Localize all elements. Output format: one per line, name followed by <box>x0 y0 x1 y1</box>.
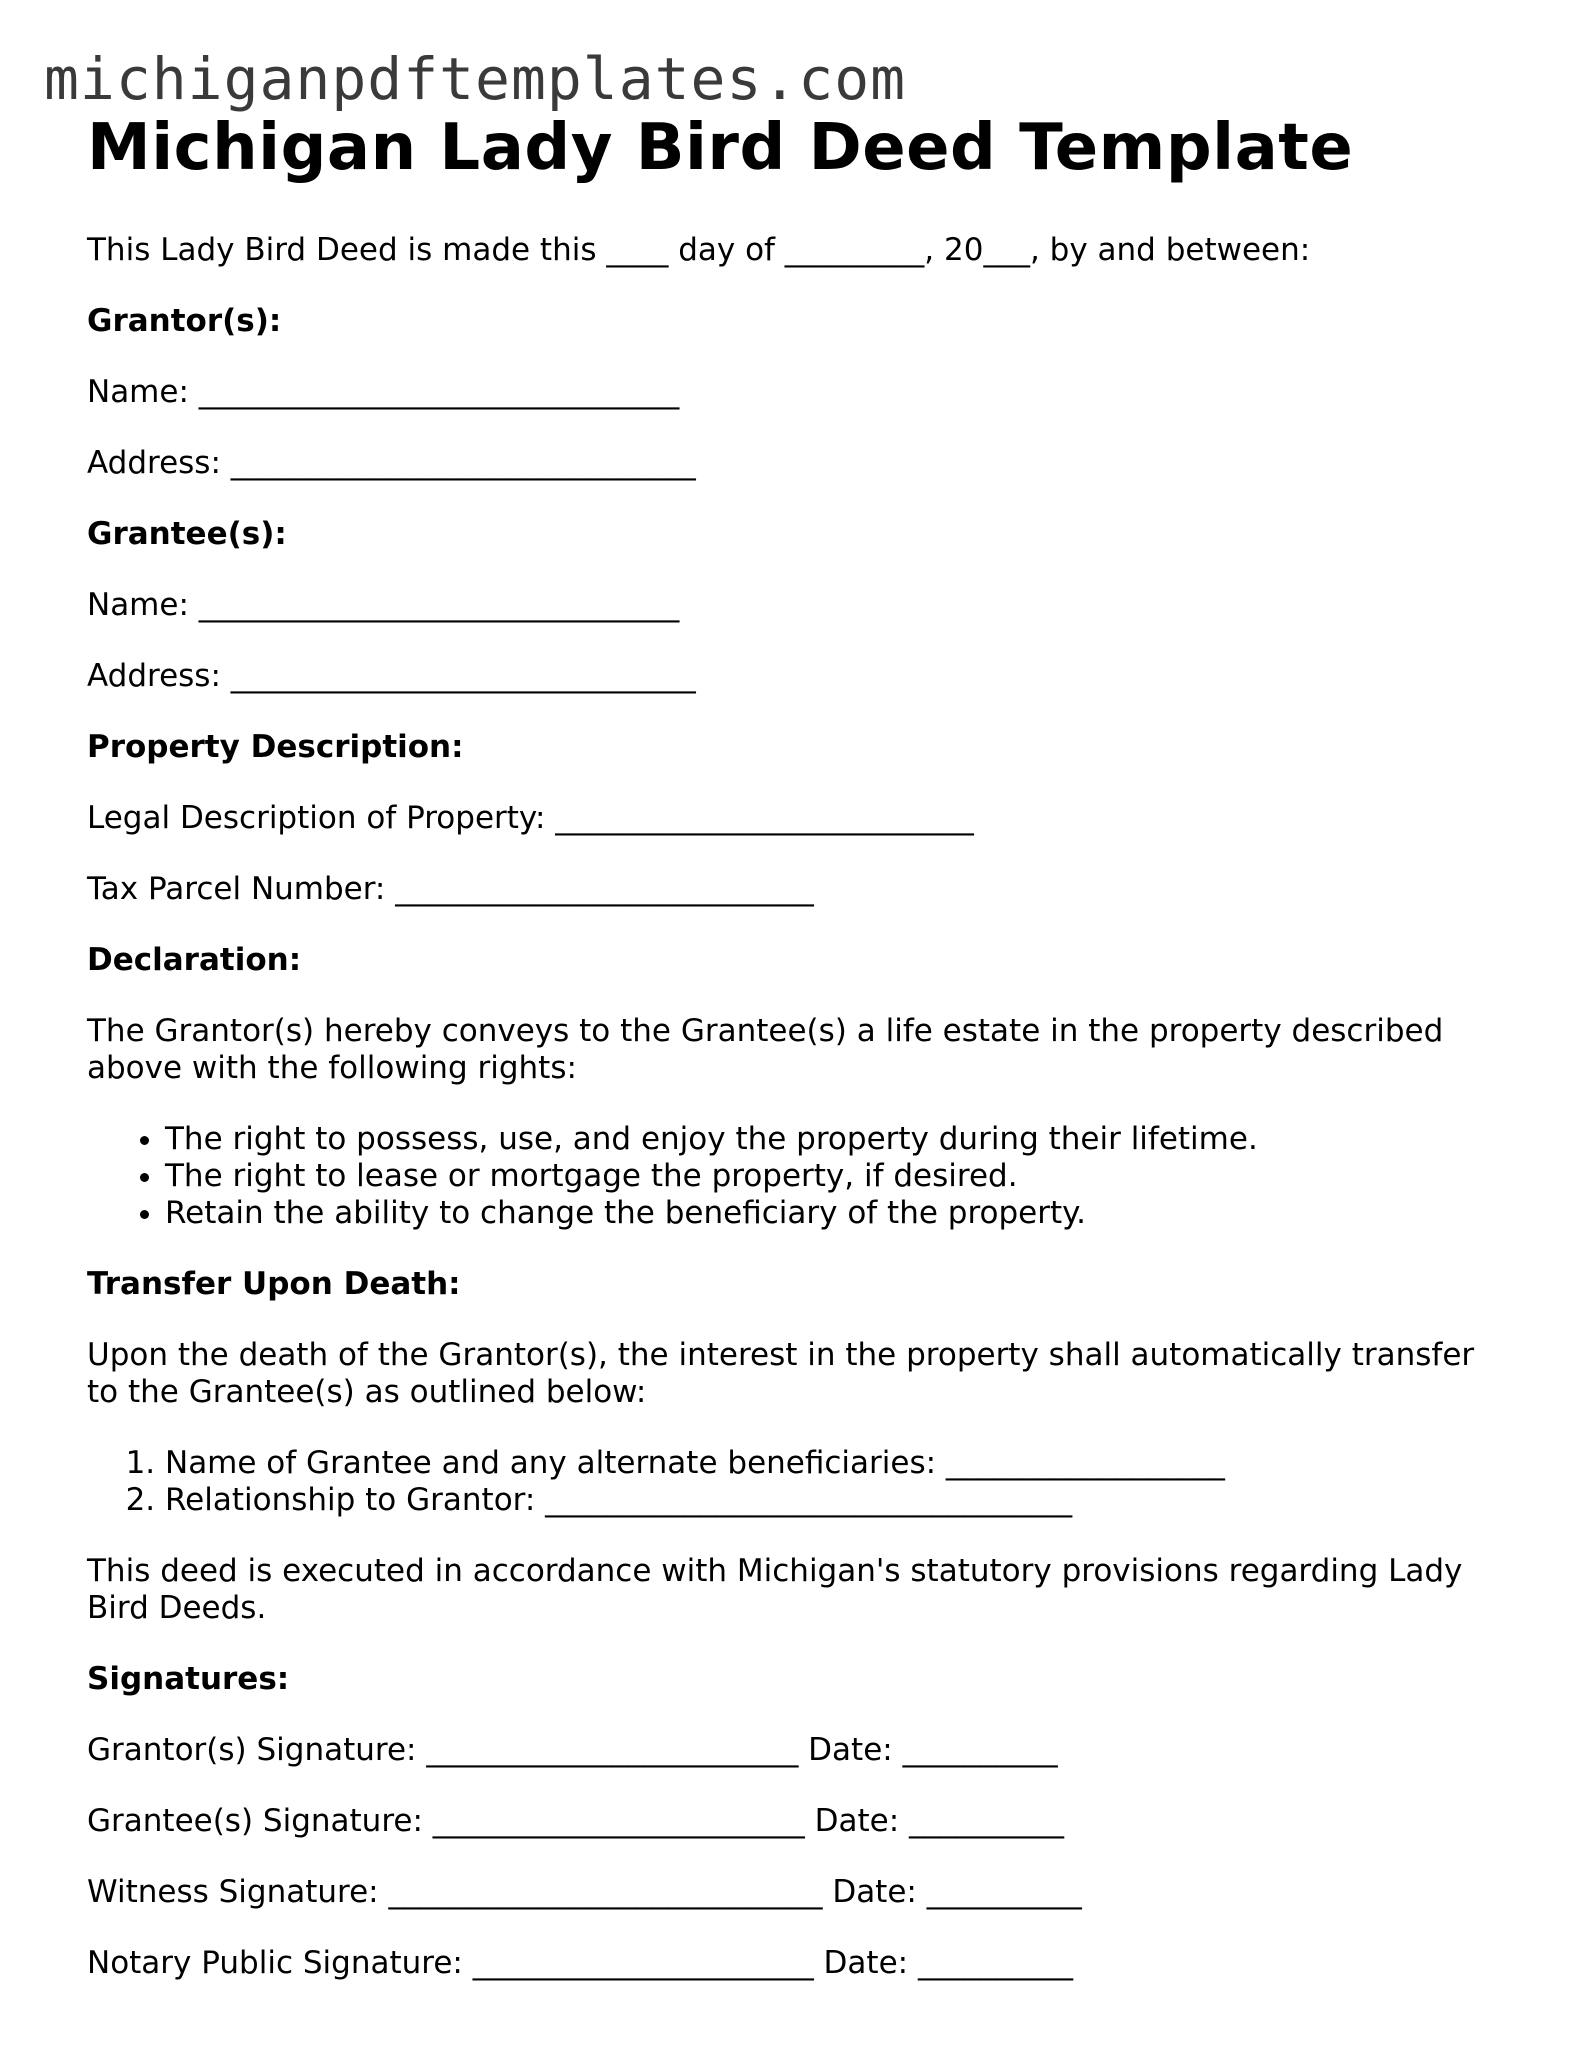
grantee-signature-field[interactable]: Grantee(s) Signature: ________________________ Date: __________ <box>87 1803 1064 1839</box>
grantee-address-field[interactable]: Address: ______________________________ <box>87 658 696 694</box>
beneficiary-field[interactable]: 1. Name of Grantee and any alternate beneficiaries: __________________ <box>165 1445 1507 1482</box>
transfer-list <box>87 1445 1507 1519</box>
transfer-text: Upon the death of the Grantor(s), the interest in the property shall automatically transfer to the Grantee(s) as outlined below: <box>87 1337 1475 1410</box>
declaration-text: The Grantor(s) hereby conveys to the Grantee(s) a life estate in the property described above with the following rights: <box>87 1013 1444 1086</box>
watermark: michiganpdftemplates.com <box>44 45 907 113</box>
grantor-signature-field[interactable]: Grantor(s) Signature: ________________________ Date: __________ <box>87 1732 1058 1768</box>
declaration-heading: Declaration: <box>87 942 302 978</box>
property-heading: Property Description: <box>87 729 464 765</box>
grantor-name-field[interactable]: Name: _______________________________ <box>87 374 680 410</box>
list-item: • The right to possess, use, and enjoy the property during their lifetime. <box>165 1121 1507 1158</box>
notary-signature-field[interactable]: Notary Public Signature: ______________________ Date: __________ <box>87 1945 1073 1981</box>
list-item: • Retain the ability to change the beneficiary of the property. <box>165 1195 1507 1232</box>
signatures-heading: Signatures: <box>87 1661 290 1697</box>
witness-signature-field[interactable]: Witness Signature: ____________________________ Date: __________ <box>87 1874 1082 1910</box>
grantee-name-field[interactable]: Name: _______________________________ <box>87 587 680 623</box>
rights-list <box>87 1121 1507 1232</box>
intro-text: This Lady Bird Deed is made this ____ day of _________, 20___, by and between: <box>87 232 1311 268</box>
page-title: Michigan Lady Bird Deed Template <box>87 111 1354 185</box>
relationship-field[interactable]: 2. Relationship to Grantor: __________________________________ <box>165 1482 1507 1519</box>
list-item: • The right to lease or mortgage the property, if desired. <box>165 1158 1507 1195</box>
grantor-address-field[interactable]: Address: ______________________________ <box>87 445 696 481</box>
statutory-statement: This deed is executed in accordance with Michigan's statutory provisions regarding Lady Bird Deeds. <box>87 1553 1463 1626</box>
deed-document <box>87 108 1507 2016</box>
grantee-heading: Grantee(s): <box>87 516 287 552</box>
tax-parcel-field[interactable]: Tax Parcel Number: ___________________________ <box>87 871 814 907</box>
grantor-heading: Grantor(s): <box>87 303 282 339</box>
legal-description-field[interactable]: Legal Description of Property: ___________________________ <box>87 800 974 836</box>
transfer-heading: Transfer Upon Death: <box>87 1266 461 1302</box>
